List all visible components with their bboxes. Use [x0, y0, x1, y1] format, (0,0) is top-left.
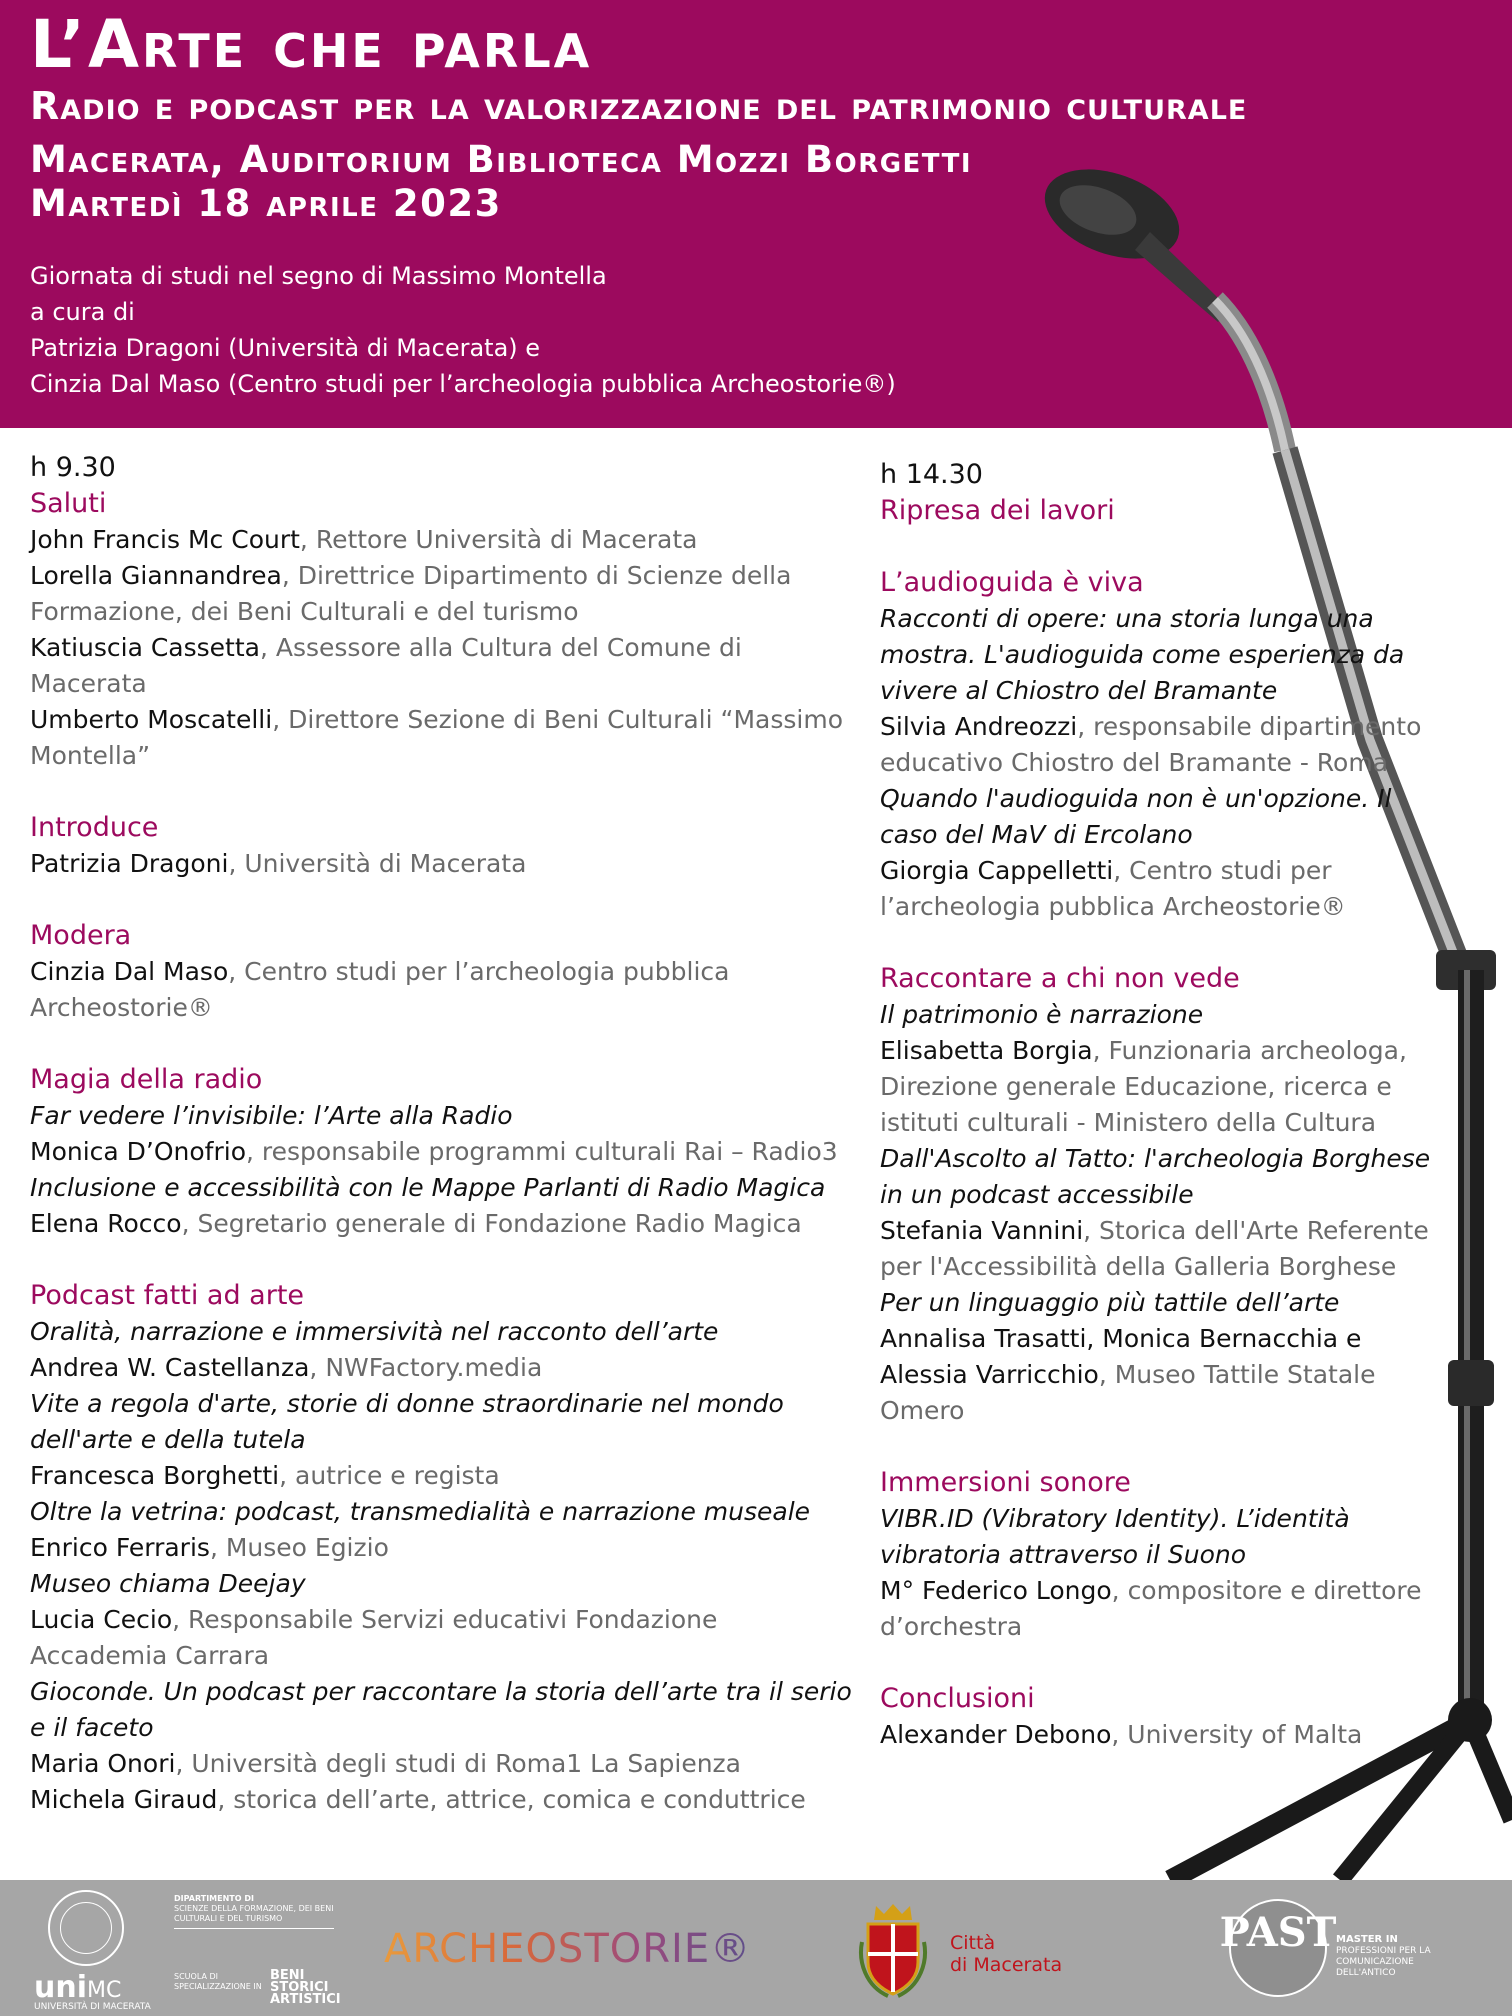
speaker-line	[30, 1458, 860, 1494]
speaker-name: Michela Giraud	[30, 1785, 218, 1814]
event-subtitle: Radio e podcast per la valorizzazione del patrimonio culturale	[30, 84, 1248, 128]
speaker-line	[30, 1530, 860, 1566]
speaker-affiliation: , Responsabile Servizi educativi Fondazione	[172, 1605, 718, 1634]
speaker-line	[30, 846, 860, 882]
citta-macerata-logo	[950, 1932, 1062, 1976]
past-logo-text: PAST	[1219, 1909, 1337, 1956]
section-title-saluti: Saluti	[30, 488, 107, 519]
speaker-affiliation: Archeostorie®	[30, 993, 213, 1022]
speaker-affiliation: , Museo Egizio	[209, 1533, 389, 1562]
speaker-line	[30, 1782, 860, 1818]
speaker-affiliation: Accademia Carrara	[30, 1641, 270, 1670]
speaker-line	[880, 709, 1440, 745]
department-name: SCIENZE DELLA FORMAZIONE, DEI BENI CULTURALI E DEL TURISMO	[174, 1904, 334, 1923]
speaker-line	[30, 1350, 860, 1386]
talk-title: Dall'Ascolto al Tatto: l'archeologia Borghese	[880, 1144, 1431, 1173]
speaker-name: Umberto Moscatelli	[30, 705, 273, 734]
talk-title: in un podcast accessibile	[880, 1180, 1194, 1209]
past-logo	[1219, 1896, 1337, 2000]
speaker-affiliation: , Università degli studi di Roma1 La Sapienza	[175, 1749, 742, 1778]
speaker-line	[880, 853, 1440, 889]
speaker-affiliation: , storica dell’arte, attrice, comica e conduttrice	[217, 1785, 806, 1814]
speaker-line	[30, 1746, 860, 1782]
description-line: Patrizia Dragoni (Università di Macerata) e	[30, 334, 541, 362]
talk-title: Inclusione e accessibilità con le Mappe Parlanti di Radio Magica	[30, 1173, 826, 1202]
master-name: PROFESSIONI PER LA COMUNICAZIONE DELL'ANTICO	[1336, 1946, 1431, 1978]
speaker-affiliation: , Segretario generale di Fondazione Radio Magica	[181, 1209, 802, 1238]
speaker-affiliation: , Assessore alla Cultura del Comune di	[259, 633, 742, 662]
speaker-affiliation: l’archeologia pubblica Archeostorie®	[880, 892, 1346, 921]
speaker-name: Elisabetta Borgia	[880, 1036, 1093, 1065]
speaker-name: Katiuscia Cassetta	[30, 633, 260, 662]
footer-logos	[0, 1880, 1512, 2016]
speaker-line	[880, 1033, 1440, 1069]
speaker-affiliation: Formazione, dei Beni Culturali e del turismo	[30, 597, 579, 626]
talk-title: vivere al Chiostro del Bramante	[880, 676, 1278, 705]
speaker-name: Stefania Vannini	[880, 1216, 1084, 1245]
unimc-logo	[34, 1970, 121, 2005]
talk-title: Gioconde. Un podcast per raccontare la storia dell’arte tra il serio	[30, 1677, 852, 1706]
speaker-affiliation: , Direttrice Dipartimento di Scienze della	[281, 561, 792, 590]
talk-title: Museo chiama Deejay	[30, 1569, 306, 1598]
master-text	[1336, 1934, 1446, 1979]
macerata-crest-icon	[858, 1902, 928, 1998]
talk-title: caso del MaV di Ercolano	[880, 820, 1193, 849]
speaker-line	[30, 630, 860, 666]
unimc-logo-text: uni	[34, 1970, 87, 2005]
speaker-name: Maria Onori	[30, 1749, 176, 1778]
speaker-line	[880, 1357, 1440, 1393]
event-date: Martedì 18 aprile 2023	[30, 182, 502, 225]
talk-title: Il patrimonio è narrazione	[880, 1000, 1204, 1029]
speaker-affiliation: , responsabile dipartimento	[1077, 712, 1422, 741]
speaker-affiliation: Macerata	[30, 669, 147, 698]
afternoon-program	[880, 457, 1440, 1753]
department-title: DIPARTIMENTO DI	[174, 1894, 254, 1903]
talk-title: vibratoria attraverso il Suono	[880, 1540, 1247, 1569]
speaker-affiliation: , Centro studi per l’archeologia pubblica	[228, 957, 730, 986]
university-seal-logo	[48, 1890, 124, 1966]
talk-title: VIBR.ID (Vibratory Identity). L’identità	[880, 1504, 1350, 1533]
speaker-name: Francesca Borghetti	[30, 1461, 280, 1490]
speaker-line	[30, 1206, 860, 1242]
speaker-line	[880, 1717, 1440, 1753]
description-line: Giornata di studi nel segno di Massimo Montella	[30, 262, 607, 290]
talk-title: Oltre la vetrina: podcast, transmedialità e narrazione museale	[30, 1497, 811, 1526]
speaker-affiliation: , Centro studi per	[1113, 856, 1332, 885]
speaker-affiliation: , Storica dell'Arte Referente	[1083, 1216, 1429, 1245]
speaker-line	[880, 1573, 1440, 1609]
talk-title: mostra. L'audioguida come esperienza da	[880, 640, 1405, 669]
talk-title: Racconti di opere: una storia lunga una	[880, 604, 1374, 633]
speaker-affiliation: d’orchestra	[880, 1612, 1023, 1641]
speaker-line	[30, 702, 860, 738]
afternoon-time: h 14.30	[880, 459, 983, 490]
speaker-name: Alessia Varricchio	[880, 1360, 1099, 1389]
speaker-name: Cinzia Dal Maso	[30, 957, 229, 986]
speaker-affiliation: , compositore e direttore	[1111, 1576, 1422, 1605]
section-title-conclusioni: Conclusioni	[880, 1683, 1035, 1714]
section-title-immersioni: Immersioni sonore	[880, 1467, 1131, 1498]
speaker-name: Andrea W. Castellanza	[30, 1353, 310, 1382]
talk-title: dell'arte e della tutela	[30, 1425, 306, 1454]
speaker-name: Giorgia Cappelletti	[880, 856, 1114, 885]
school-text: SCUOLA DI SPECIALIZZAZIONE IN	[174, 1972, 262, 1991]
speaker-name: Monica D’Onofrio	[30, 1137, 247, 1166]
speaker-affiliation: , autrice e regista	[279, 1461, 500, 1490]
speaker-name: Lucia Cecio	[30, 1605, 173, 1634]
morning-program	[30, 450, 860, 1818]
talk-title: Vite a regola d'arte, storie di donne straordinarie nel mondo	[30, 1389, 784, 1418]
speaker-name: Elena Rocco	[30, 1209, 182, 1238]
speaker-affiliation: , responsabile programmi culturali Rai – Radio3	[246, 1137, 838, 1166]
event-description	[30, 258, 896, 402]
speaker-affiliation: Direzione generale Educazione, ricerca e	[880, 1072, 1392, 1101]
speaker-affiliation: , Rettore Università di Macerata	[299, 525, 698, 554]
morning-time: h 9.30	[30, 452, 116, 483]
speaker-line	[30, 558, 860, 594]
speaker-affiliation: educativo Chiostro del Bramante - Roma	[880, 748, 1389, 777]
speaker-affiliation: istituti culturali - Ministero della Cultura	[880, 1108, 1377, 1137]
talk-title: Far vedere l’invisibile: l’Arte alla Radio	[30, 1101, 513, 1130]
section-title-modera: Modera	[30, 920, 132, 951]
talk-title: Oralità, narrazione e immersività nel racconto dell’arte	[30, 1317, 719, 1346]
speaker-line	[880, 1213, 1440, 1249]
speaker-affiliation: , University of Malta	[1111, 1720, 1363, 1749]
speaker-line	[30, 1134, 860, 1170]
speaker-name: Patrizia Dragoni	[30, 849, 229, 878]
speaker-affiliation: , Direttore Sezione di Beni Culturali “Massimo	[272, 705, 843, 734]
speaker-affiliation: Montella”	[30, 741, 151, 770]
speaker-line	[30, 522, 860, 558]
talk-title: e il faceto	[30, 1713, 154, 1742]
master-title: MASTER IN	[1336, 1934, 1398, 1945]
description-line: a cura di	[30, 298, 135, 326]
citta-line: di Macerata	[950, 1954, 1063, 1976]
speaker-affiliation: , Museo Tattile Statale	[1098, 1360, 1376, 1389]
speaker-name: Alexander Debono	[880, 1720, 1112, 1749]
speaker-name: Annalisa Trasatti, Monica Bernacchia e	[880, 1324, 1362, 1353]
speaker-affiliation: Omero	[880, 1396, 965, 1425]
speaker-affiliation: , NWFactory.media	[309, 1353, 543, 1382]
event-venue: Macerata, Auditorium Biblioteca Mozzi Borgetti	[30, 138, 973, 181]
unimc-logo-suffix: MC	[87, 1978, 122, 2003]
speaker-affiliation: , Funzionaria archeologa,	[1092, 1036, 1407, 1065]
archeostorie-logo: ARCHEOSTORIE®	[384, 1926, 752, 1972]
section-title-ripresa: Ripresa dei lavori	[880, 495, 1115, 526]
speaker-affiliation: per l'Accessibilità della Galleria Borghese	[880, 1252, 1397, 1281]
talk-title: Per un linguaggio più tattile dell’arte	[880, 1288, 1340, 1317]
speaker-name: Silvia Andreozzi	[880, 712, 1078, 741]
citta-line: Città	[950, 1932, 996, 1954]
event-title: L’Arte che parla	[30, 6, 593, 83]
beni-storici-logo: BENI STORICI ARTISTICI	[270, 1968, 341, 2007]
speaker-name: Lorella Giannandrea	[30, 561, 282, 590]
speaker-affiliation: , Università di Macerata	[228, 849, 527, 878]
speaker-name: M° Federico Longo	[880, 1576, 1112, 1605]
section-title-podcast: Podcast fatti ad arte	[30, 1280, 305, 1311]
department-text	[174, 1894, 334, 1929]
unimc-subtitle: UNIVERSITÀ DI MACERATA	[34, 2002, 151, 2012]
speaker-name: Enrico Ferraris	[30, 1533, 210, 1562]
description-line: Cinzia Dal Maso (Centro studi per l’archeologia pubblica Archeostorie®)	[30, 370, 896, 398]
section-title-magia: Magia della radio	[30, 1064, 263, 1095]
section-title-introduce: Introduce	[30, 812, 159, 843]
speaker-line	[30, 1602, 860, 1638]
section-title-audioguida: L’audioguida è viva	[880, 567, 1144, 598]
talk-title: Quando l'audioguida non è un'opzione. Il	[880, 784, 1392, 813]
speaker-line	[30, 954, 860, 990]
speaker-name: John Francis Mc Court	[30, 525, 300, 554]
section-title-raccontare: Raccontare a chi non vede	[880, 963, 1240, 994]
